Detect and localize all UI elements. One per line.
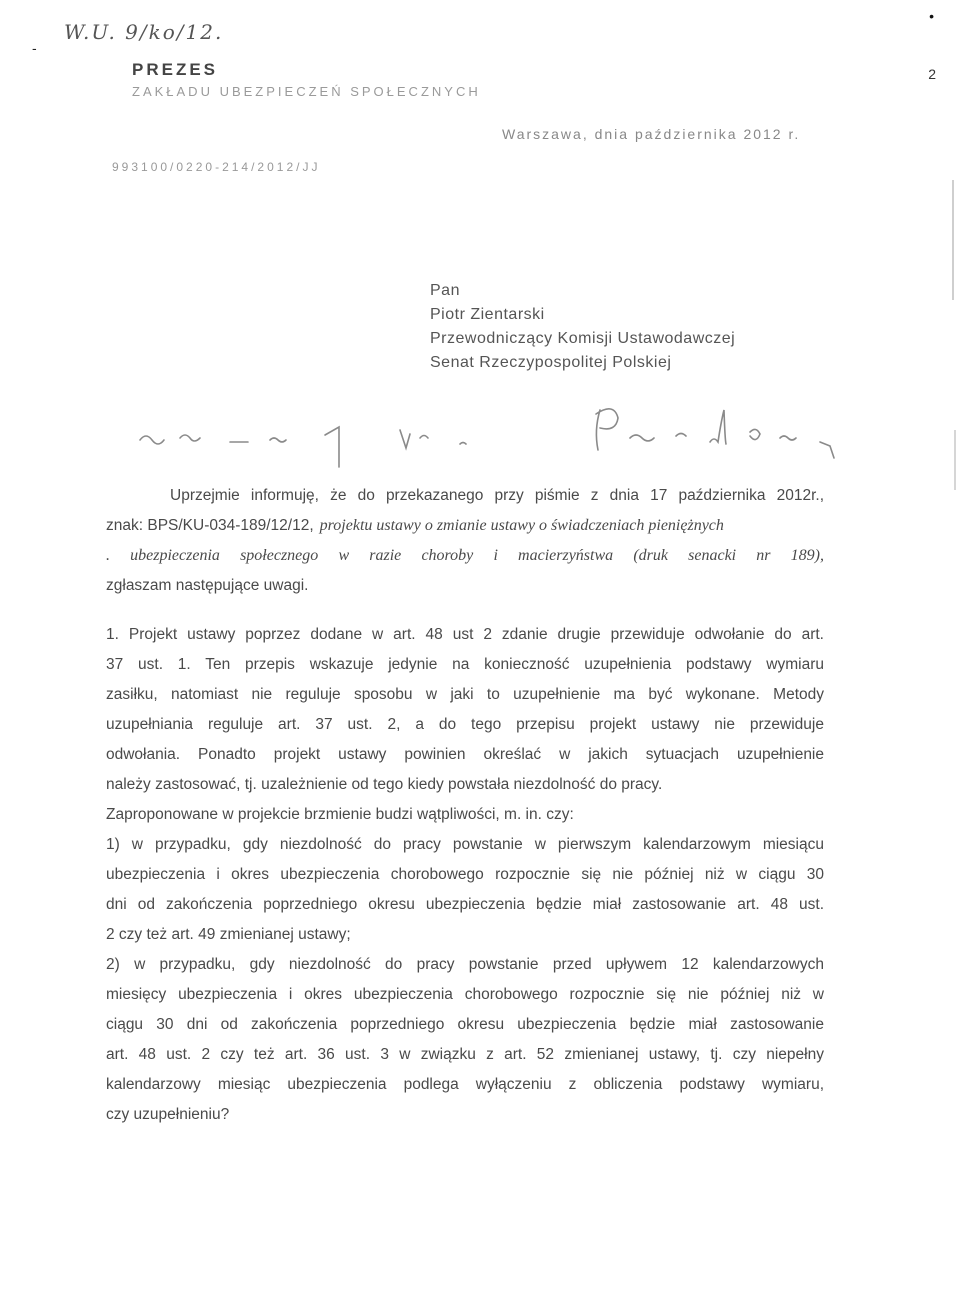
reference-number: 993100/0220-214/2012/JJ [112, 160, 321, 174]
text-line: miesięcy ubezpieczenia i okres ubezpieczenia chorobowego rozpocznie się nie później niż w [106, 986, 824, 1003]
text-span-italic: projektu ustawy o zmianie ustawy o świadczeniach pieniężnych [319, 517, 724, 534]
text-line: 37 ust. 1. Ten przepis wskazuje jedynie na konieczność uzupełnienia podstawy wymiaru [106, 656, 824, 673]
text-line: odwołania. Ponadto projekt ustawy powinien określać w jakich sytuacjach uzupełnienie [106, 746, 824, 763]
text-line: dni od zakończenia poprzedniego okresu ubezpieczenia będzie miał zastosowanie art. 48 ust. [106, 896, 824, 913]
text-line: 2 czy też art. 49 zmienianej ustawy; [106, 926, 351, 943]
date-line: Warszawa, dnia października 2012 r. [502, 126, 801, 142]
text-line: należy zastosować, tj. uzależnienie od tego kiedy powstała niezdolność do pracy. [106, 776, 663, 793]
addressee-name: Piotr Zientarski [430, 306, 545, 323]
text-line: Uprzejmie informuję, że do przekazanego przy piśmie z dnia 17 października 2012r., [170, 487, 824, 504]
text-line [106, 511, 824, 541]
text-line: art. 48 ust. 2 czy też art. 36 ust. 3 w związku z art. 52 zmienianej ustawy, tj. czy niepełny [106, 1046, 824, 1063]
addressee-position: Przewodniczący Komisji Ustawodawczej [430, 330, 736, 347]
text-line: kalendarzowy miesiąc ubezpieczenia podlega wyłączeniu z obliczenia podstawy wymiaru, [106, 1076, 824, 1093]
text-line: 1) w przypadku, gdy niezdolność do pracy powstanie w pierwszym kalendarzowym miesiącu [106, 836, 824, 853]
point-1-paragraph [106, 620, 824, 1130]
text-line: 1. Projekt ustawy poprzez dodane w art. 48 ust 2 zdanie drugie przewiduje odwołanie do art. [106, 626, 824, 643]
text-line: czy uzupełnieniu? [106, 1106, 230, 1123]
letterhead-title: PREZES [132, 60, 219, 79]
page-number: 2 [928, 66, 936, 82]
text-span: znak: BPS/KU-034-189/12/12, [106, 517, 314, 534]
text-line: zasiłku, natomiast nie reguluje sposobu w jaki to uzupełnienie ma być wykonane. Metody [106, 686, 824, 703]
top-dot-mark: • [929, 8, 934, 24]
text-line: ubezpieczenia i okres ubezpieczenia chorobowego rozpocznie się nie później niż w ciągu 30 [106, 866, 824, 883]
text-line: uzupełniania reguluje art. 37 ust. 2, a do tego przepisu projekt ustawy nie przewiduje [106, 716, 824, 733]
letterhead-subtitle: ZAKŁADU UBEZPIECZEŃ SPOŁECZNYCH [132, 84, 481, 99]
handwritten-signature [120, 380, 840, 480]
addressee-salutation: Pan [430, 282, 460, 299]
margin-mark: - [32, 40, 37, 56]
right-edge-mark-lower [954, 430, 956, 490]
text-line: Zaproponowane w projekcie brzmienie budzi wątpliwości, m. in. czy: [106, 806, 574, 823]
text-line: 2) w przypadku, gdy niezdolność do pracy powstanie przed upływem 12 kalendarzowych [106, 956, 824, 973]
addressee-institution: Senat Rzeczypospolitej Polskiej [430, 354, 672, 371]
text-line: . ubezpieczenia społecznego w razie choroby i macierzyństwa (druk senacki nr 189), [106, 547, 824, 564]
text-line: ciągu 30 dni od zakończenia poprzedniego okresu ubezpieczenia będzie miał zastosowanie [106, 1016, 824, 1033]
handwritten-note: W.U. 9/ko/12. [64, 20, 224, 44]
right-edge-mark [952, 180, 954, 300]
intro-paragraph [106, 481, 824, 601]
text-line: zgłaszam następujące uwagi. [106, 577, 309, 594]
